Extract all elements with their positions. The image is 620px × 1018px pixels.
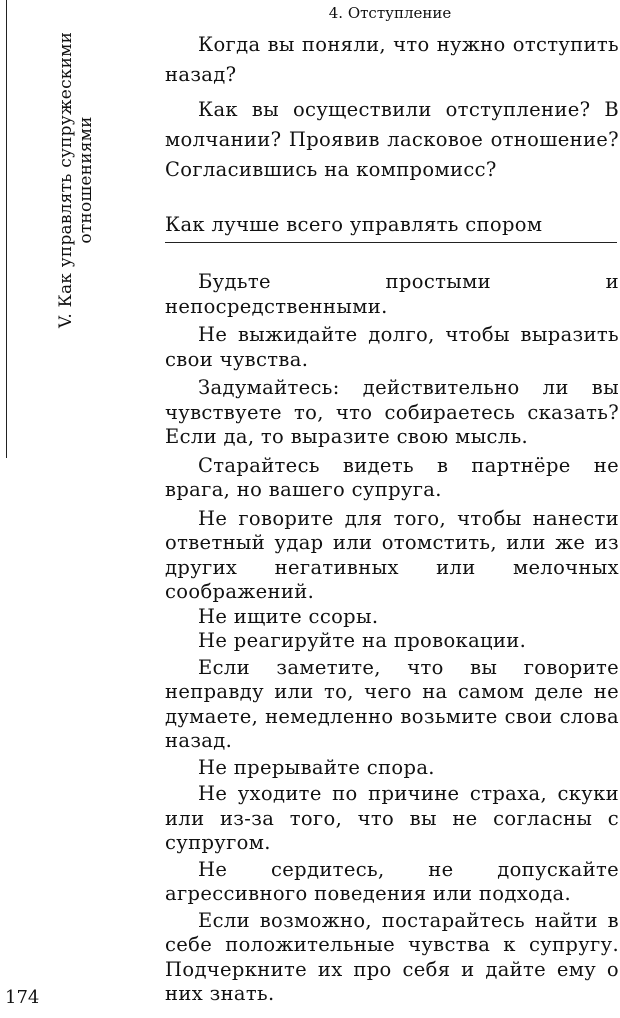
chapter-side-title-line-1: V. Как управлять супружескими [56, 31, 76, 329]
advice-paragraph: Будьте простыми и непосредственными. [165, 270, 619, 318]
advice-paragraph: Не говорите для того, чтобы нанести ответный удар или отомстить, или же из других негативных или мелочных соображений. [165, 506, 619, 603]
advice-paragraph: Не ищите ссоры. [198, 604, 379, 628]
chapter-side-title [0, 0, 96, 360]
advice-paragraph: Задумайтесь: действительно ли вы чувствуете то, что собираетесь сказать? Если да, то выразите свою мысль. [165, 376, 619, 448]
advice-paragraph: Не уходите по причине страха, скуки или из-за того, что вы не согласны с супругом. [165, 782, 619, 854]
advice-paragraph: Не сердитесь, не допускайте агрессивного поведения или подхода. [165, 857, 619, 905]
page-number: 174 [5, 987, 40, 1008]
advice-paragraph: Не прерывайте спора. [198, 755, 435, 779]
advice-list [165, 270, 619, 1007]
section-heading: Как лучше всего управлять спором [165, 210, 617, 243]
advice-paragraph: Не выжидайте долго, чтобы выразить свои чувства. [165, 323, 619, 371]
advice-paragraph: Если возможно, постарайтесь найти в себе положительные чувства к супругу. Подчеркните их про себя и дайте ему о них знать. [165, 908, 619, 1005]
advice-paragraph: Старайтесь видеть в партнёре не врага, но вашего супруга. [165, 453, 619, 501]
intro-questions [165, 30, 619, 185]
intro-paragraph: Когда вы поняли, что нужно отступить назад? [165, 33, 619, 86]
advice-paragraph: Не реагируйте на провокации. [198, 629, 527, 652]
intro-paragraph: Как вы осуществили отступление? В молчании? Проявив ласковое отношение? Согласившись на компромисс? [165, 98, 619, 181]
advice-paragraph: Если заметите, что вы говорите неправду или то, чего на самом деле не думаете, немедленно возьмите свои слова назад. [165, 655, 619, 752]
running-head: 4. Отступление [328, 4, 452, 22]
chapter-side-title-line-2: отношениями [76, 116, 96, 244]
